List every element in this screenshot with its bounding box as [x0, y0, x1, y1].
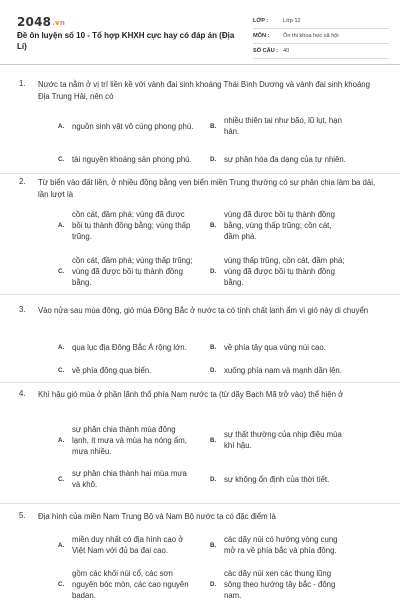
option-label: B.: [210, 122, 217, 130]
option-b[interactable]: [210, 338, 346, 356]
option-label: A.: [58, 221, 65, 229]
option-text: xuống phía nam và mạnh dần lên.: [224, 365, 342, 375]
option-label: A.: [58, 343, 65, 351]
option-label: A.: [58, 436, 65, 444]
option-text: các dãy núi có hướng vòng cung mở ra về phía bắc và phía đông.: [224, 535, 338, 555]
option-label: A.: [58, 122, 65, 130]
option-text: về phía tây qua vùng núi cao.: [224, 342, 326, 352]
option-label: D.: [210, 366, 217, 374]
option-d[interactable]: [210, 150, 346, 168]
question-text: Địa hình của miền Nam Trung Bộ và Nam Bộ nước ta có đặc điểm là: [38, 512, 276, 521]
document-title: Đề ôn luyện số 10 - Tổ hợp KHXH cực hay có đáp án (Địa Lí): [17, 31, 235, 51]
option-a[interactable]: [58, 207, 194, 243]
meta-key: SỐ CÂU :: [253, 48, 279, 54]
meta-row-subject: [253, 29, 389, 44]
option-text: sự phân hóa đa dạng của tự nhiên.: [224, 154, 346, 164]
option-text: sự thất thường của nhịp điệu mùa khí hậu.: [224, 430, 342, 450]
option-a[interactable]: [58, 422, 194, 458]
option-text: sự phân chia thành mùa đông lạnh, ít mưa và mùa hạ nóng ẩm, mưa nhiều.: [72, 424, 187, 456]
option-text: các dãy núi xen các thung lũng sông theo hướng tây bắc - đông nam.: [224, 568, 336, 600]
question-divider: [0, 173, 400, 174]
option-b[interactable]: [210, 428, 346, 452]
question-number: 1.: [19, 79, 26, 88]
option-text: vùng đã được bồi tụ thành đồng bằng, vùng thấp trũng; cồn cát, đầm phá.: [224, 209, 335, 241]
option-label: D.: [210, 267, 217, 275]
option-text: sự không ổn định của thời tiết.: [224, 474, 330, 484]
meta-value: Lớp 12: [283, 18, 301, 24]
option-c[interactable]: [58, 467, 194, 491]
option-label: C.: [58, 475, 65, 483]
meta-key: MÔN :: [253, 33, 270, 39]
header-divider: [0, 64, 400, 65]
option-text: nguồn sinh vật vô cùng phong phú.: [72, 121, 194, 131]
meta-table: [253, 14, 389, 59]
meta-value: 40: [283, 48, 290, 54]
question-text: Khí hậu gió mùa ở phần lãnh thổ phía Nam nước ta (từ dãy Bạch Mã trở vào) thể hiện ở: [38, 390, 344, 399]
option-b[interactable]: [210, 207, 346, 243]
question-divider: [0, 294, 400, 295]
meta-row-count: [253, 44, 389, 59]
option-d[interactable]: [210, 253, 346, 289]
option-text: tài nguyên khoáng sản phong phú.: [72, 154, 192, 164]
question-divider: [0, 503, 400, 504]
option-c[interactable]: [58, 150, 194, 168]
option-d[interactable]: [210, 470, 346, 488]
option-label: B.: [210, 221, 217, 229]
option-a[interactable]: [58, 533, 194, 557]
question-number: 4.: [19, 389, 26, 398]
option-text: cồn cát, đầm phá; vùng thấp trũng; vùng đã được bồi tụ thành đồng bằng.: [72, 255, 193, 287]
option-text: vùng thấp trũng, cồn cát, đầm phá; vùng đã được bồi tụ thành đồng bằng.: [224, 255, 345, 287]
option-d[interactable]: [210, 568, 346, 600]
option-label: C.: [58, 366, 65, 374]
option-text: miền duy nhất có địa hình cao ở Việt Nam với đủ ba đai cao.: [72, 535, 184, 555]
option-label: D.: [210, 580, 217, 588]
option-label: B.: [210, 436, 217, 444]
option-text: về phía đông qua biển.: [72, 365, 152, 375]
meta-row-class: [253, 14, 389, 29]
option-a[interactable]: [58, 117, 194, 135]
option-text: gồm các khối núi cổ, các sơn nguyên bóc mòn, các cao nguyên badan.: [72, 568, 189, 600]
option-c[interactable]: [58, 566, 194, 600]
option-a[interactable]: [58, 338, 194, 356]
option-label: B.: [210, 343, 217, 351]
option-text: cồn cát, đầm phá; vùng đã được bồi tụ thành đồng bằng; vùng thấp trũng.: [72, 209, 191, 241]
question-number: 5.: [19, 511, 26, 520]
question-text: Vào nửa sau mùa đông, gió mùa Đông Bắc ở nước ta có tính chất lạnh ẩm vì gió này di chuyển: [38, 306, 369, 315]
option-label: A.: [58, 541, 65, 549]
meta-value: Ôn thi khoa học xã hội: [283, 33, 339, 39]
option-label: C.: [58, 580, 65, 588]
page-header: [0, 0, 400, 62]
option-c[interactable]: [58, 253, 194, 289]
question-number: 3.: [19, 305, 26, 314]
question-text: Từ biển vào đất liền, ở nhiều đồng bằng ven biển miền Trung thường có sự phân chia làm ba dải, lần lượt là: [38, 178, 376, 199]
option-b[interactable]: [210, 114, 346, 138]
question-number: 2.: [19, 177, 26, 186]
option-b[interactable]: [210, 533, 346, 557]
option-c[interactable]: [58, 361, 194, 379]
option-label: C.: [58, 155, 65, 163]
option-label: B.: [210, 541, 217, 549]
option-d[interactable]: [210, 361, 346, 379]
option-text: sự phân chia thành hai mùa mưa và khô.: [72, 469, 187, 489]
site-logo[interactable]: 2048.vn: [17, 15, 66, 29]
option-label: D.: [210, 475, 217, 483]
option-label: C.: [58, 267, 65, 275]
question-text: Nước ta nằm ở vị trí liền kề với vành đai sinh khoáng Thái Bình Dương và vành đai sinh khoáng Địa Trung Hải, nên có: [38, 80, 370, 101]
option-text: qua lục địa Đông Bắc Á rộng lớn.: [72, 342, 187, 352]
meta-key: LỚP :: [253, 18, 269, 24]
option-text: nhiều thiên tai như bão, lũ lụt, hạn hán.: [224, 116, 342, 136]
option-label: D.: [210, 155, 217, 163]
question-divider: [0, 382, 400, 383]
